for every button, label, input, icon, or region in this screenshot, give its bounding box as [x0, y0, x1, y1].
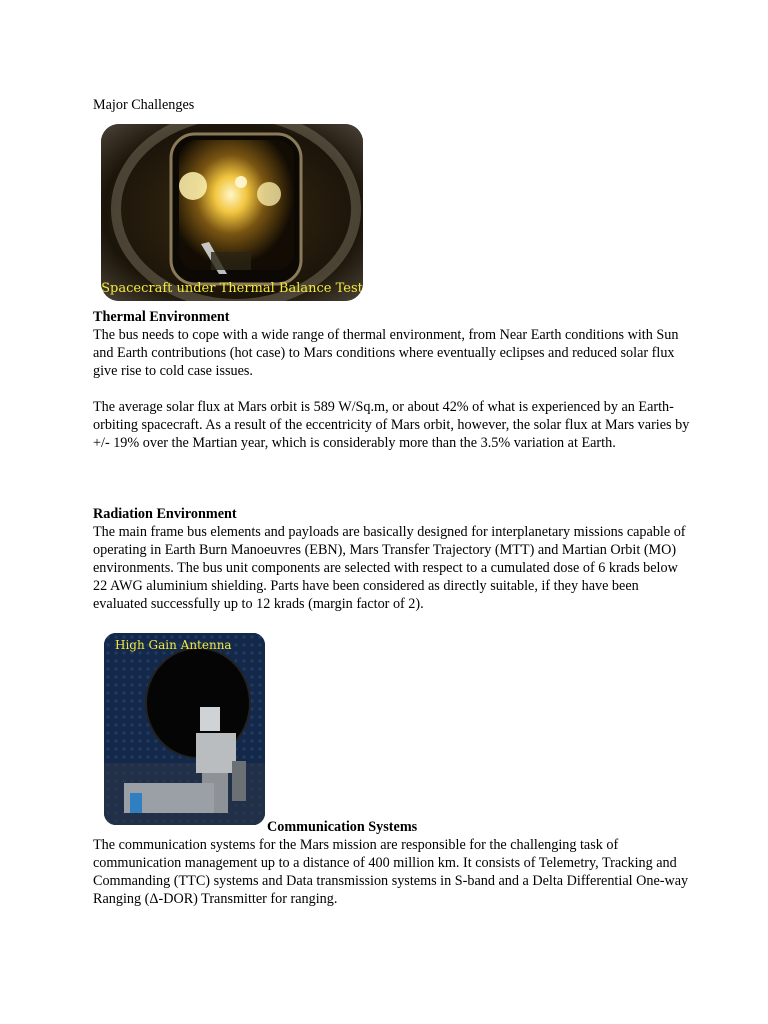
thermal-paragraph-2: The average solar flux at Mars orbit is 589 W/Sq.m, or about 42% of what is experienced by an Earth-orbiting spacecraft. As a result of the eccentricity of Mars orbit, however, the solar flux at Mars varies by +/- 19% over the Martian year, which is considerably more than the 3.5% variation at Earth. [93, 399, 690, 451]
communication-heading: Communication Systems [267, 819, 418, 835]
page-title: Major Challenges [93, 97, 195, 113]
antenna-image-caption: High Gain Antenna [115, 638, 232, 652]
communication-paragraph: The communication systems for the Mars mission are responsible for the challenging task of communication management up to a distance of 400 million km. It consists of Telemetry, Tracking and Commanding (TTC) systems and Data transmission systems in S-band and a Delta Differential One-way Ranging (Δ-DOR) Transmitter for ranging. [93, 837, 689, 907]
thermal-heading: Thermal Environment [93, 309, 230, 325]
thermal-test-graphic [101, 124, 363, 301]
thermal-image-caption: Spacecraft under Thermal Balance Test [101, 281, 363, 296]
radiation-heading: Radiation Environment [93, 506, 237, 522]
antenna-image [104, 633, 265, 825]
radiation-paragraph: The main frame bus elements and payloads are basically designed for interplanetary missions capable of operating in Earth Burn Manoeuvres (EBN), Mars Transfer Trajectory (MTT) and Martian Orbit (MO) environments. The bus unit components are selected with respect to a cumulated dose of 6 krads below 22 AWG aluminium shielding. Parts have been considered as directly suitable, if they have been evaluated successfully up to 12 krads (margin factor of 2). [93, 524, 686, 612]
antenna-graphic [104, 633, 265, 825]
thermal-test-image [101, 124, 363, 301]
thermal-paragraph-1: The bus needs to cope with a wide range of thermal environment, from Near Earth conditions with Sun and Earth contributions (hot case) to Mars conditions where eventually eclipses and reduced solar flux give rise to cold case issues. [93, 327, 679, 379]
